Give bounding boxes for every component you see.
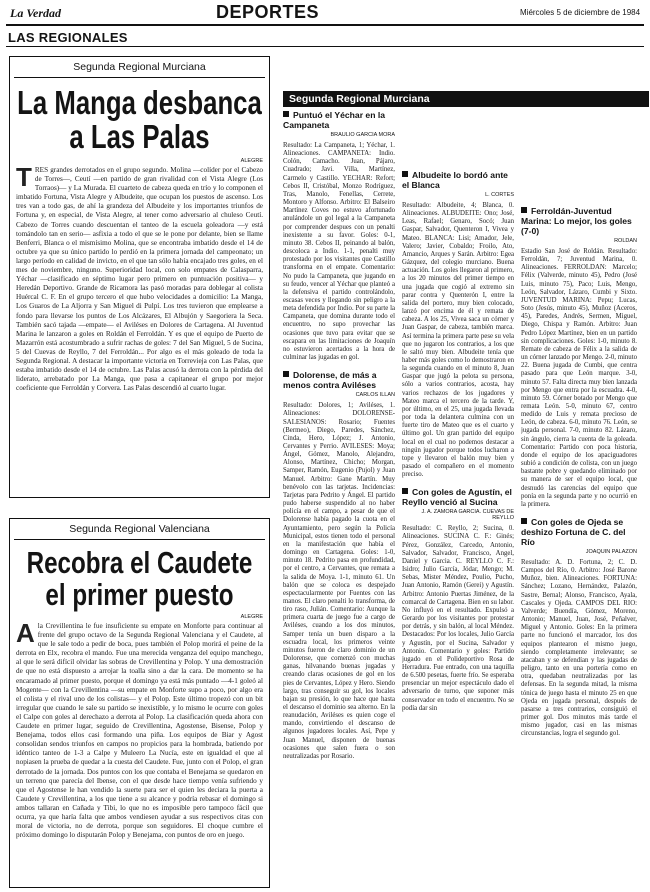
article-title: Puntuó el Yéchar en la Campaneta bbox=[283, 110, 386, 130]
header-rule bbox=[6, 24, 644, 26]
valenciana-headline-2: el primer puesto bbox=[45, 577, 234, 612]
article-byline: J. A. ZAMORA GARCIA. CUEVAS DE REYLLO bbox=[421, 509, 514, 522]
bullet-square-icon bbox=[521, 518, 527, 524]
valenciana-body bbox=[10, 618, 269, 840]
valenciana-summary-box bbox=[9, 518, 270, 888]
article-byline: L. CORTES bbox=[485, 192, 514, 198]
article-byline: CARLOS ILLAN bbox=[355, 392, 395, 399]
article-title: Ferroldán-Juventud Marina: Lo mejor, los goles (7-0) bbox=[521, 206, 632, 236]
murciana-body bbox=[10, 162, 269, 393]
section-name: DEPORTES bbox=[216, 2, 320, 22]
results-column-3 bbox=[521, 110, 637, 885]
results-column-2 bbox=[402, 110, 514, 885]
article-body: Resultado: Dolores, 1; Aviléses, 1. Alineaciones: DOLORENSE-SALESIANOS: Rosario; Fuentes (Bermeo), Diego, Paredes, Sánchez, Cinda, Hero, López; J. Antonio, Cervantes y Perrio. AVILESES: Moya; Ángel, Gómez, Manolo, Alejandro, Alonso, Martínez, Chicho; Morgan, Samper, Ramón, Eugenio (Pujol) y Juan Manuel. Arbitro: Gane Martín. Muy benévolo con las tarjetas. Incidencias: Tarjetas para Pedrito y Ángel. El partido pudo haberse suspendido al no haber policía en el campo, a pesar de que el Dolorense había pagado la cuota en el Ayuntamiento, pero según la Policía Municipal, estos tienen todo el personal en la manifestación que había el domingo en Cartagena. Goles: 1-0, minuto 18. Pedrito pasa en profundidad, por el centro, a Cervantes, que remata a la salida de Moya. 1-1, minuto 61. Un balón que se coloca es despejado espectacularmente por Fuentes con las manos. El claro penalti lo transforma, de tiro raso, Julián. Comentario: Aunque la primera cuarta de juego fue a cargo de Aviléses, cuando a los dos minutos, Samper tenía un buen disparo a la escuadra local, los primeros veinte minutos fueron de claro dominio de un Dolorense, que comenzó con muchas ganas, hilvanando buenas jugadas y creando claras ocasiones de gol en los pies de Cervantes, López y Hero. Siendo largo, tras conseguir su gol, los locales bajan su presión, lo que hace que hasta el descanso el dominio sea alterno. En la reanudación, Aviléses es quien coge el mando, convirtiendo el descanso de algunos jugadores locales. Así, Pepe y Juan Manuel, disponen de buenas ocasiones que salen fuera o son neutralizadas por Rosario. bbox=[283, 402, 395, 760]
murciana-body-text: RES grandes derrotados en el grupo segundo. Molina —colíder por el Cabezo de Torres—, Ceutí —en partido de gran rivalidad con el Vista Alegre (Los Torraos)— y La Murada. El cuarteto de cabeza queda en trío y lo componen el imbatido Fortuna, Vista Alegre y Albudeite, que ocupan los puestos de ascenso. Los tres van a todo gas, de ahí la grandeza del Albudeite y los importantes triunfos de Fortuna y, en especial, de Vista Alegre, al tener como adversario al chuleso Ceutí. Cabezo de Torres cuando descuentan el tanteo de la escuela goleadora —y está tomándolo tan en serio— asfixia a todo el que se le pone por delante, bien se llame Benferri, Blanca o el mismísimo Molina, que se encontraba imbatido desde el 14 de octubre ya que su único partido lo perdió en la primera jornada del campeonato; un largo período en calidad de invicto, en el que tan sólo había encajado tres goles, en el mes de noviembre, ninguno. Superioridad local, con solo empates de Calasparra, Yéchar —clasificado en séptimo lugar pero primero en puntuación positiva— y Heredán Deportivo. Grande de Ricamora las pasó moradas para doblegar al colista Huércal C. F. En el grupo tercero el que hubo velocidades a domicilio: La Manga, Los Guaros de La Aljorra y San Miguel di Pulpí. Los tres tuvieron que emplearse a fondo para llevarse los puntos de Los Alcázares, El Albujón y Saegoriera la Seca. También sacó tajada —empate— el Aviléses en Dolores de Cartagena. Al Juventud Marina le lanzaron a goles en Roldán el Ferroldán. Y es que el equipo de Puerto de Mazarrón está acostumbrado a sufrir rachas de goles: 7 del San Miguel, 5 de Sucina, 5 del Cuevas de Reyllo, 7 del Ferroldán... Por algo es el más goleado de toda la Segunda Regional. A destacar la importante victoria en Torrevieja con Las Palas, que estaba imbatido desde el 14 de octubre. Las Palas acusó la derrota con la pérdida del liderato, arrebatado por La Manga, que pasa a capitanear el grupo por mejor coeficiente que Ferroldán y Corvera. Las Palas descendió al cuarto lugar. bbox=[16, 166, 263, 393]
newspaper-logo: La Verdad bbox=[10, 6, 61, 20]
valenciana-headline-1: Recobra el Caudete bbox=[26, 545, 253, 580]
article-title: Con goles de Agustín, el Reyllo venció al Sucina bbox=[402, 487, 512, 508]
results-column-1 bbox=[283, 110, 395, 885]
murciana-banner: Segunda Regional Murciana bbox=[283, 91, 649, 107]
article-byline: ROLDAN bbox=[614, 238, 637, 244]
box-rule bbox=[14, 539, 265, 540]
dropcap: T bbox=[16, 162, 32, 192]
murciana-author: ALEGRE bbox=[240, 158, 263, 164]
bullet-square-icon bbox=[283, 111, 289, 117]
murciana-headline-2: a Las Palas bbox=[69, 118, 210, 155]
bullet-square-icon bbox=[402, 488, 408, 494]
bullet-square-icon bbox=[402, 171, 408, 177]
article-byline: JOAQUIN PALAZON bbox=[585, 549, 637, 555]
valenciana-author: ALEGRE bbox=[240, 614, 263, 620]
article-body: Resultado: Albudeite, 4; Blanca, 0. Alineaciones. ALBUDEITE: Ono; José, Leas, Rafael; Genaro, Socó; Juan Gaspar, Salvador, Quenteron I, Vivea y Mateo. BLANCA: Lisi; Amador, Jele, Valero; Javier, Cobaldo; Froilo, Ato, Amancio, Arques y Sarán. Arbitro: Egea Gázquez, del colegio murciano. Buena actuación. Los goles llegaron al primero, a los 20 minutos del primer tiempo en una jugada que cogió al extremo sin parar contra y Quenterón I, entre la salida del portero, muy bien colocado, lanzó por encima de él y remata de cabeza. A los 25, Vivea saca un córner y Juan Gaspar, de cabeza, también marca. Así termina la primera parte pese su vela que no jugaron los contrarios, a los que le saltó muy bien. Albudeite tenía que haber más goles como lo demostraron en la segunda cuando en el minuto 8, Juan Gaspar que jugó la pelota su persona, sólo a varios contrarios, acosta, hay varios rechazos de los jugadores y Mateo marca el tercero de la tarde. Y, por último, en el 25, una jugada llevada por toda la delantera culmina con un fuerte tiro de Mateo que es el cuarto y último gol. Un gran partido del equipo local en el cual no podemos destacar a ningún jugador porque todos lucharon a tope y llevaron el balón muy bien y pasado el compañero en el momento preciso. bbox=[402, 202, 514, 479]
valenciana-box-label: Segunda Regional Valenciana bbox=[69, 523, 210, 535]
article-body: Estadio San José de Roldán. Resultado: Ferroldán, 7; Juventud Marina, 0. Alineaciones. FERROLDAN: Marcelo; Félix (Valverde, minuto 45), Pedro (José Luis, minuto 75), Paco; Luis, Mengo, León, Salvador, Lázaro, Cumbi y Sixto. JUVENTUD MARINA: Pepu; Lucas, Soto (Jesús, minuto 45), Muñoz (Aceros, 45), Paredes, Andrés, Sermen, Miguel, Diego, Chispa y Ramón. Arbitro: Juan Pedro López Martínez, bien en un partido sin complicaciones. Goles: 1-0, minuto 8. Remate de cabeza de Félix a la salida de un córner lanzado por Mengo. 2-0, minuto 22. Buena jugada de Cumbi, que centra pasado para que León marque. 3-0, minuto 57. Falta directa muy bien lanzada por Mengo que entra por la escuadra. 4-0, minuto 59. Córner botado por Mengo que remata León. 5-0, minuto 67, centro medido de Luis y remata precioso de León, de cabeza. 6-0, minuto 76. León, se jugada personal. 7-0, minuto 82. Lázaro, sin ángulo, cierra la cuenta de la goleada. Comentario: Partido con poca historia, donde el equipo de los apaciguadores subió a condición de colista, con un juego bastante pobre y quedando eliminado por su manera de ser el equipo local, que desnudó las carencias del equipo que ponía en la segunda parte y no ocurrió en la primera. bbox=[521, 248, 637, 508]
article-title: Dolorense, de más a menos contra Aviléses bbox=[283, 370, 377, 391]
murciana-summary-box bbox=[9, 56, 270, 498]
murciana-box-label: Segunda Regional Murciana bbox=[73, 61, 206, 73]
box-rule bbox=[14, 77, 265, 78]
title-rule bbox=[6, 46, 644, 47]
article-body: Resultado: A. D. Fortuna, 2; C. D. Campos del Río, 0. Arbitro: José Barone Muñoz, bien. Alineaciones. FORTUNA: Sánchez; Lozano, Hernández, Palazón, Sastre, Bernal; Alonso, Francisco, Ayala, Cascales y Ojeda. CAMPOS DEL RIO: Valverde; Buendía, Gómez, Moreno, Antonio; Manuel, Juan, José, Peñalver, Miguel y Antonio. Goles: En la primera parte no funcionó el marcador, los dos equipos plantearon el mismo juego, siendo completamente irrelevante; se atacaban y se defendían y las jugadas de peligro, tanto en una portería como en otra, quedaban neutralizadas por las defensas. En la segunda mitad, la misma tónica de juego hasta el minuto 25 en que Ojeda en jugada personal, después de pasarse a tres contrarios, consiguió el primer gol. Dos minutos más tarde el mismo jugador, casi en las mismas circunstancias, logra el segundo gol. bbox=[521, 559, 637, 738]
murciana-headline-1: La Manga desbanca bbox=[17, 84, 262, 121]
dropcap: A bbox=[16, 618, 35, 648]
issue-date: Miércoles 5 de diciembre de 1984 bbox=[520, 8, 641, 17]
article-title: Albudeite lo bordó ante el Blanca bbox=[402, 170, 508, 190]
article-body: Resultado: C. Reyllo, 2; Sucina, 0. Alineaciones. SUCINA C. F.: Ginés; Pérez, González, Carcedo, Antonio, Salvador, Salvador, Francisco, Angel, Daniel y Garcia. C. REYLLO C. F.: Isidro; Julio García, Jódar, Mengo; M. Sebas, Mister Méndez, Poulio, Pucho, Juan Antonio, Ramón (Gerei) y Agustín. Arbitro: Antonio Puertas Jiménez, de la comarcal de Cartagena. Bien en su labor. No influyó en el resultado. Expulsó a Gerardo por los visitantes por protestar por detrás, y sin balón, al local Méndez. Destacados: Por los locales, Julio García y Agustín, por el Sucina, Salvador y Antonio. Comentario y goles: Partido jugado en el Polideportivo Rosa de Herradura. Fue entrado, con una taquilla de 6.500 pesetas, fuerte frío. Se esperaba presenciar un mejor espectáculo dado el adversario de turno, que suponer más conservador en todo el encuentro. No se podía dar sin bbox=[402, 525, 514, 712]
page-title: LAS REGIONALES bbox=[8, 30, 128, 45]
bullet-square-icon bbox=[521, 207, 527, 213]
valenciana-body-text: la Crevillentina le fue insuficiente su empate en Monforte para continuar al frente del grupo octavo de la Segunda Regional Valenciana y el Caudete, al que le sale todo a pedir de boca, pues también el Polop morirá el peine de la derrota en Elx, recobra el mando. Fue una merecida venganza del equipo manchego, al que le será difícil olvidar las sobras de Crevillentina y Polop. Y una demostración de que no está dispuesto a arrojar la toalla sino a dar la cara. De momento se ha encaramado al primer puesto, porque el domingo ya está más puntado —4-1 goleó al Mogente— con la Crevillentina —su empate en Monforte supo a poco, por algo era el colista y el rival uno de los colistas— y el Polop. Este último tropezó con un bit irregular que cuando le sale su partido se inexistible, y lo mismo le ocurre con goles el Calpe con goles al derechazo a derrota al Polop. La clasificación queda ahora con Caudete en primer lugar, seguido de Crevillentina, Agostense, Bisense, Polop y Benejama, todos ellos casi formando una piña. Los equipos de Biar y Agost consolidan sendos triunfos en campos no propicios para la hombrada, batiendo por idéntico tanteo de 1-3 a Calpe y Muleero La Nucía, este en igualdad el que al nopiasen la prueba de quedar a la cuesta del Caudete. Fue, junto con el Polop, el gran derrotado de la jornada. Dos puntos con los que contaba el Benejama se quedaron en un terreno que parecía del Ibense, con el que desde hace tiempo venía sufriendo y que el Agostense le han vendido la suerte para ser el quien les deciara la puerta a Caudete y Crevillentina, a los que tiene a su alcance y podría rebasar el domingo si ambos tallaran en Cañada y Tibi, lo que no es imposible pero tampoco fácil que ocurra, ya que haría falta que ambos vendiesen ayudar a sus respectivos citas con moral de victoria, no de derrota, porque son seguidores. El choque cumbre el próximo domingo lo disputarán Polop y Benejama, con puntos de oro en juego. bbox=[16, 622, 263, 840]
article-body: Resultado: La Campaneta, 1; Yéchar, 1. Alineaciones. CAMPANETA: Indio. Colón, Camacho. Juan, Pájaro, Cuadrado; Javi. Villa, Martínez, Carmelo y Castillo. YECHAR: Refort; Cebos II, Cristóbal, Monzo Rodríguez, Tras, Manolo, Fenellas, Cerrete, Montoro y Alfonso. Arbitro: El Balseiro Martínez Coves no estuvo afortunado anulándole un gol legal a la Campaneta por comprender despues con un penalti inexistente a su favor. Goles: 0-1, minuto 38. Cebos II, peinando al balón, descoloca a Indio. 1-1, penalti muy protestado por los visitantes que Castillo transforma en el empate. Comentario: No pudo la Campaneta, que jugando en su feudo, vencer al Yéchar que planteó a la defensiva el partido controlándolo, escasas veces y llegando sin peligro a la meta defendida por Indio. Por su parte la Campaneta, que domina durante todo el encuentro, no supo provechar las ocasiones que tuvo para evitar que se escapara en las limitaciones de Joaquín no estuvieron acertados a la hora de culminar las jugadas en gol. bbox=[283, 142, 395, 362]
article-byline: BRAULIO GARCIA MORA bbox=[330, 132, 395, 138]
article-title: Con goles de Ojeda se deshizo Fortuna de C. del Río bbox=[521, 517, 626, 547]
bullet-square-icon bbox=[283, 371, 289, 377]
